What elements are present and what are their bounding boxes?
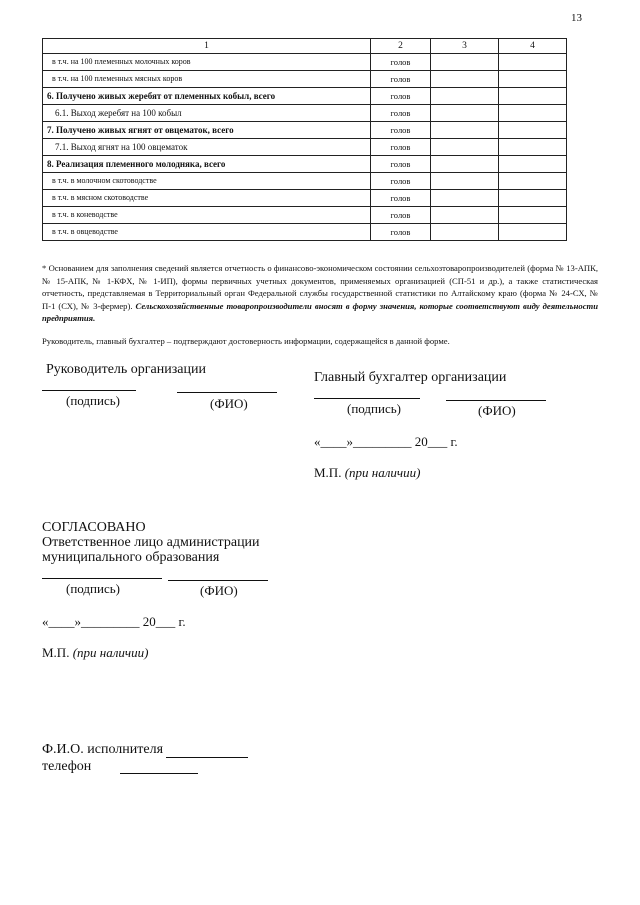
row-unit: голов <box>371 207 431 224</box>
accountant-signature-line[interactable] <box>314 398 420 399</box>
row-label: в т.ч. на 100 племенных молочных коров <box>43 54 371 71</box>
value-cell-col3[interactable] <box>431 173 499 190</box>
approval-block <box>42 520 260 565</box>
value-cell-col4[interactable] <box>499 88 567 105</box>
value-cell-col3[interactable] <box>431 122 499 139</box>
table-row <box>43 122 567 139</box>
head-signature-caption: (подпись) <box>66 393 120 408</box>
footnote <box>42 262 598 325</box>
head-signature-line[interactable] <box>42 390 136 391</box>
approval-heading: СОГЛАСОВАНО <box>42 520 146 535</box>
table-row <box>43 71 567 88</box>
value-cell-col3[interactable] <box>431 190 499 207</box>
executor-phone-label: телефон <box>42 759 92 774</box>
value-cell-col4[interactable] <box>499 156 567 173</box>
value-cell-col3[interactable] <box>431 71 499 88</box>
table-row <box>43 139 567 156</box>
row-unit: голов <box>371 156 431 173</box>
head-name-line[interactable] <box>177 392 277 393</box>
table-row <box>43 156 567 173</box>
value-cell-col3[interactable] <box>431 139 499 156</box>
approval-name-caption: (ФИО) <box>200 583 238 598</box>
value-cell-col4[interactable] <box>499 190 567 207</box>
approval-name-line[interactable] <box>168 580 268 581</box>
column-header-3: 3 <box>431 39 499 54</box>
column-header-4: 4 <box>499 39 567 54</box>
row-unit: голов <box>371 71 431 88</box>
footnote-text: * Основанием для заполнения сведений является отчетность о финансово-экономическом состоянии сельхозтоваропроизводителей (форма № 13-АПК, № 15-АПК, № 1-КФХ, № 1-ИП), формы первичных учетных документов, применяемых организацией (СП-51 и др.), а также статистическая отчетность, представляемая в Территориальный орган Федеральной службы государственной статистики по Алтайскому краю (форма № 24-СХ, № П-1 (СХ), № 3-фермер). <box>42 263 598 311</box>
column-header-1: 1 <box>43 39 371 54</box>
approval-date[interactable]: «____»_________ 20___ г. <box>42 614 186 629</box>
approval-stamp <box>42 645 148 661</box>
table-row <box>43 224 567 241</box>
table-row <box>43 54 567 71</box>
accountant-signature-caption: (подпись) <box>347 401 401 416</box>
chief-accountant-title: Главный бухгалтер организации <box>314 370 507 385</box>
executor-name-label: Ф.И.О. исполнителя <box>42 742 164 757</box>
row-label: 6. Получено живых жеребят от племенных кобыл, всего <box>43 88 371 105</box>
row-unit: голов <box>371 224 431 241</box>
table-row <box>43 173 567 190</box>
row-unit: голов <box>371 139 431 156</box>
value-cell-col3[interactable] <box>431 224 499 241</box>
approval-line-2: муниципального образования <box>42 550 220 565</box>
row-label: 8. Реализация племенного молодняка, всего <box>43 156 371 173</box>
value-cell-col4[interactable] <box>499 71 567 88</box>
confirmation-text: Руководитель, главный бухгалтер – подтверждают достоверность информации, содержащейся в данной форме. <box>42 336 450 346</box>
approval-signature-caption: (подпись) <box>66 581 120 596</box>
value-cell-col4[interactable] <box>499 139 567 156</box>
accountant-date[interactable]: «____»_________ 20___ г. <box>314 434 458 449</box>
row-label: 7. Получено живых ягнят от овцематок, всего <box>43 122 371 139</box>
row-unit: голов <box>371 173 431 190</box>
accountant-name-caption: (ФИО) <box>478 403 516 418</box>
row-unit: голов <box>371 190 431 207</box>
value-cell-col4[interactable] <box>499 105 567 122</box>
row-unit: голов <box>371 54 431 71</box>
table-header-row <box>43 39 567 54</box>
value-cell-col3[interactable] <box>431 105 499 122</box>
value-cell-col3[interactable] <box>431 156 499 173</box>
stamp-label: М.П. <box>42 645 70 660</box>
row-label: в т.ч. в мясном скотоводстве <box>43 190 371 207</box>
table-row <box>43 190 567 207</box>
stamp-note: (при наличии) <box>72 645 149 660</box>
value-cell-col4[interactable] <box>499 207 567 224</box>
approval-signature-line[interactable] <box>42 578 162 579</box>
executor-phone-line[interactable] <box>120 773 198 774</box>
row-label: в т.ч. в молочном скотоводстве <box>43 173 371 190</box>
value-cell-col3[interactable] <box>431 207 499 224</box>
value-cell-col4[interactable] <box>499 54 567 71</box>
page-number: 13 <box>571 12 582 24</box>
row-label: 6.1. Выход жеребят на 100 кобыл <box>43 105 371 122</box>
accountant-name-line[interactable] <box>446 400 546 401</box>
table-row <box>43 105 567 122</box>
value-cell-col4[interactable] <box>499 173 567 190</box>
report-table <box>42 38 567 241</box>
row-label: в т.ч. на 100 племенных мясных коров <box>43 71 371 88</box>
table-row <box>43 207 567 224</box>
row-label: в т.ч. в овцеводстве <box>43 224 371 241</box>
head-name-caption: (ФИО) <box>210 396 248 411</box>
accountant-stamp <box>314 465 420 481</box>
footnote-emphasis: Сельскохозяйственные товаропроизводители вносят в форму значения, которые соответствуют виду деятельности предприятия. <box>42 300 598 323</box>
value-cell-col4[interactable] <box>499 224 567 241</box>
stamp-note: (при наличии) <box>344 465 421 480</box>
row-label: в т.ч. в коневодстве <box>43 207 371 224</box>
row-unit: голов <box>371 88 431 105</box>
executor-name-line[interactable] <box>166 757 248 758</box>
head-title: Руководитель организации <box>46 362 206 377</box>
approval-line-1: Ответственное лицо администрации <box>42 535 260 550</box>
table-row <box>43 88 567 105</box>
row-unit: голов <box>371 122 431 139</box>
column-header-2: 2 <box>371 39 431 54</box>
value-cell-col3[interactable] <box>431 54 499 71</box>
stamp-label: М.П. <box>314 465 342 480</box>
row-unit: голов <box>371 105 431 122</box>
value-cell-col3[interactable] <box>431 88 499 105</box>
row-label: 7.1. Выход ягнят на 100 овцематок <box>43 139 371 156</box>
value-cell-col4[interactable] <box>499 122 567 139</box>
